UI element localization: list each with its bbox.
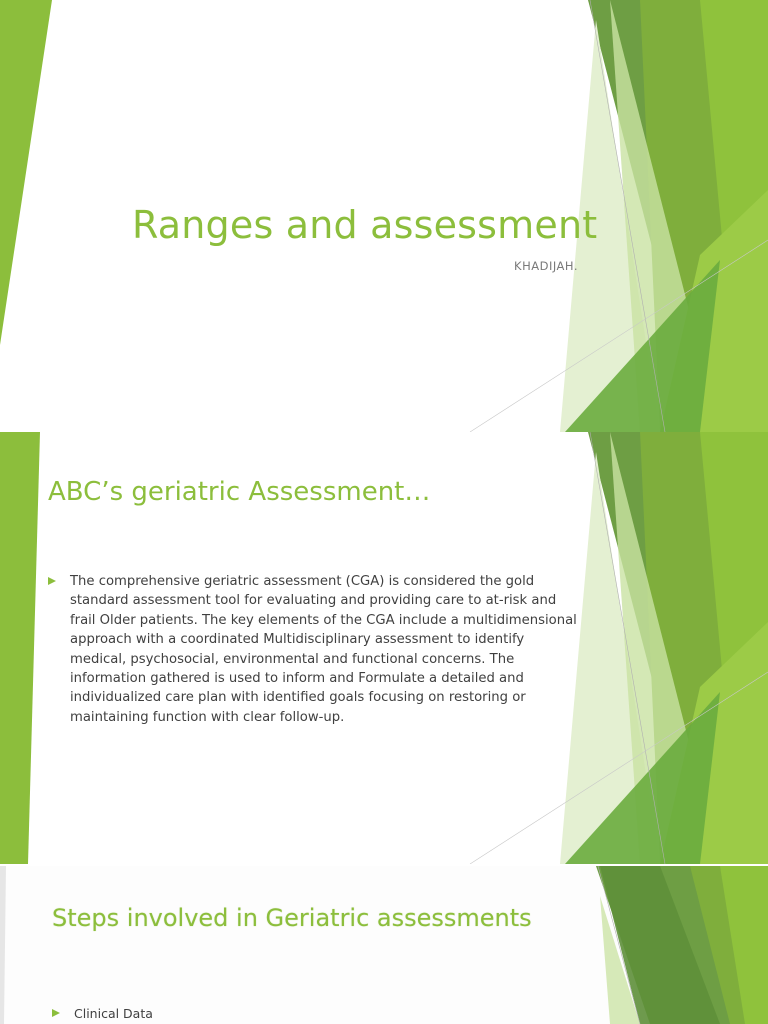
bullet-text: The comprehensive geriatric assessment (CGA) is considered the gold standard assessment tool for evaluating and providing care to at-risk and frail Older patients. The key elements of the CGA include a multidimensional approach with a coordinated Multidisciplinary assessment to identify medical, psychosocial, environmental and functional concerns. The information gathered is used to inform and Formulate a detailed and individualized care plan with identified goals focusing on restoring or maintaining function with clear follow-up. — [70, 574, 577, 725]
slide-3 — [0, 866, 768, 1024]
bullet-item — [52, 1004, 153, 1023]
slide-1 — [0, 0, 768, 432]
arrow-bullet-icon — [48, 577, 56, 585]
slide-2 — [0, 432, 768, 866]
slide-title: Ranges and assessment — [132, 203, 598, 247]
slide-title: ABC’s geriatric Assessment… — [48, 477, 431, 507]
slide-subtitle: KHADIJAH. — [514, 259, 578, 273]
bullet-text: Clinical Data — [74, 1006, 153, 1021]
bullet-item — [48, 572, 578, 727]
arrow-bullet-icon — [52, 1009, 60, 1017]
slide-title: Steps involved in Geriatric assessments — [52, 904, 532, 932]
slide-decoration-graphic — [0, 866, 768, 1024]
